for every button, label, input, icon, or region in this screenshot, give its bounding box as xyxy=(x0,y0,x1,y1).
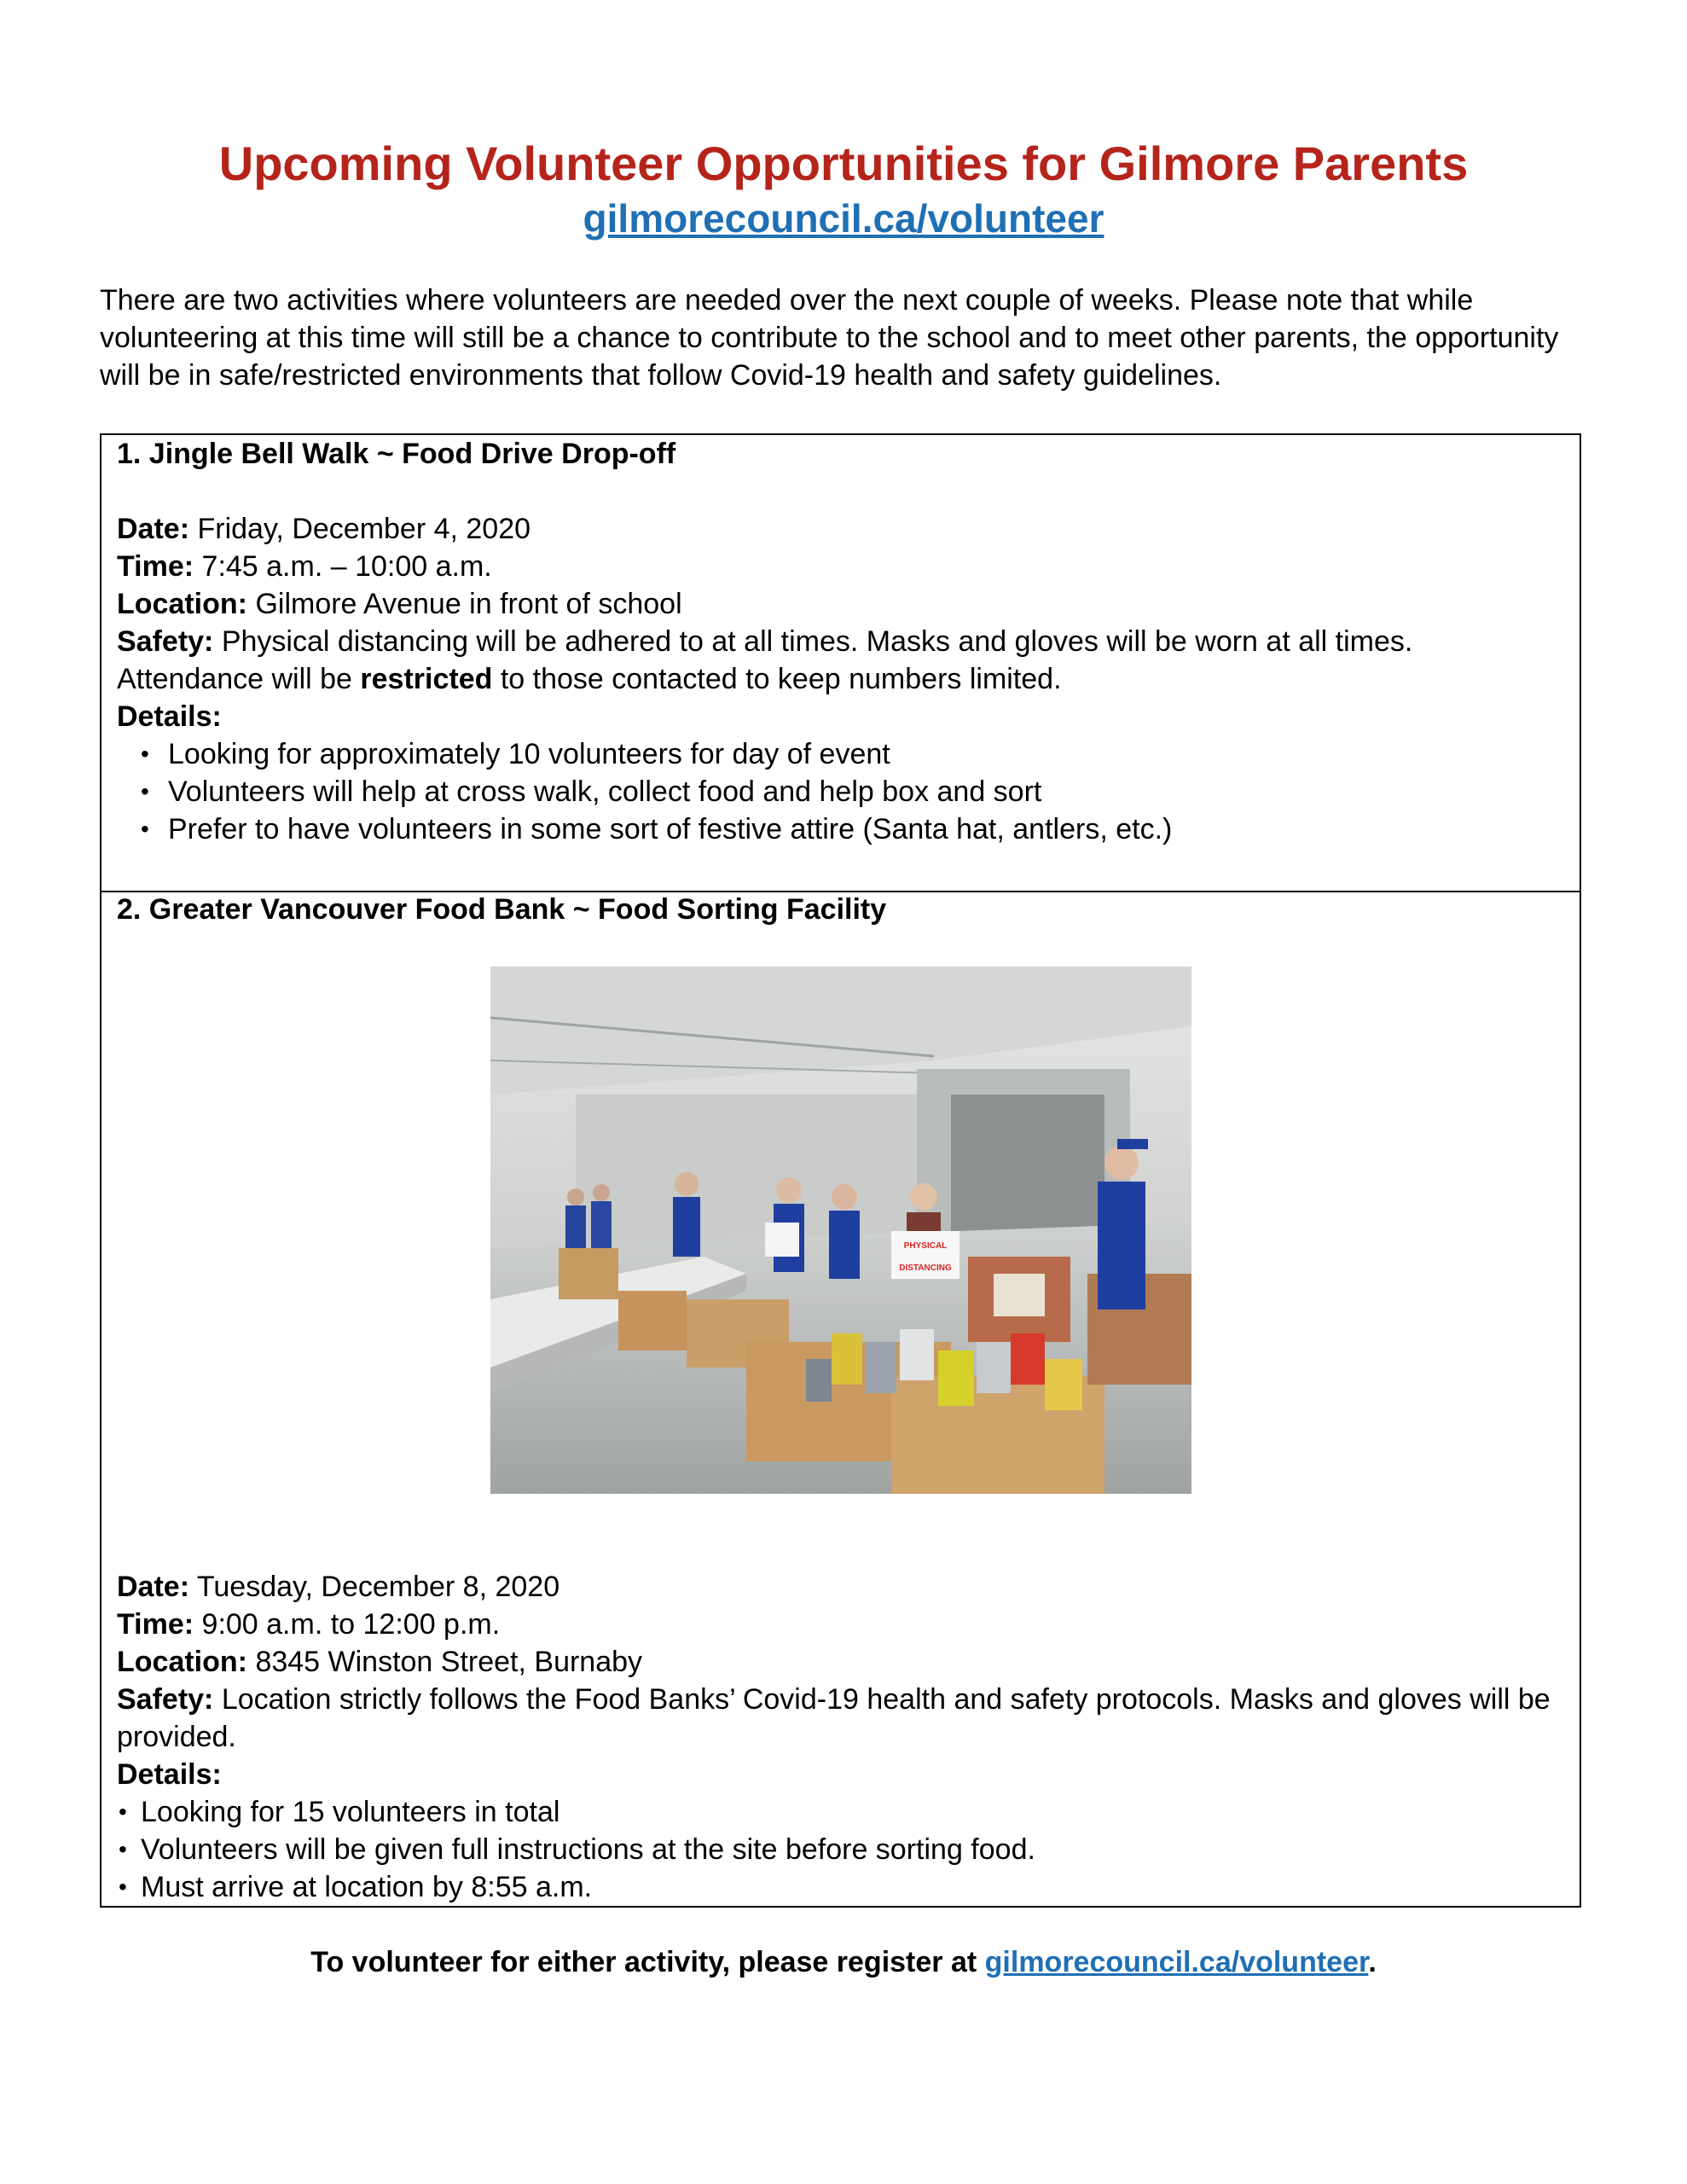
time-value: 9:00 a.m. to 12:00 p.m. xyxy=(201,1608,501,1641)
location-label: Location: xyxy=(117,1646,247,1678)
intro-paragraph: There are two activities where volunteers are needed over the next couple of weeks. Please note that while volunteering at this time will still be a chance to contribute to the school and to meet other parents, the opportunity will be in safe/restricted environments that follow Covid-19 health and safety guidelines. xyxy=(100,284,1559,392)
safety-text-1: Physical distancing will be adhered to at all times. Masks and gloves will be worn at all times. Attendance will be xyxy=(117,625,1413,695)
activity-1-location xyxy=(117,585,1558,623)
food-bank-photo xyxy=(490,967,1191,1494)
date-value: Friday, December 4, 2020 xyxy=(197,513,531,545)
footer-cta xyxy=(0,1943,1687,1981)
safety-text-2: to those contacted to keep numbers limited. xyxy=(500,663,1062,695)
details-label: Details: xyxy=(117,1758,222,1791)
safety-bold: restricted xyxy=(360,663,493,695)
activity-2-location xyxy=(117,1643,1558,1681)
activity-2-date xyxy=(117,1568,1558,1606)
header-link-wrap xyxy=(0,195,1687,242)
list-item: • Looking for 15 volunteers in total xyxy=(117,1793,1558,1831)
activity-2 xyxy=(117,891,1558,928)
footer-period: . xyxy=(1368,1946,1377,1978)
list-item: • Must arrive at location by 8:55 a.m. xyxy=(117,1868,1558,1906)
activity-2-safety xyxy=(117,1681,1558,1756)
date-label: Date: xyxy=(117,1571,190,1603)
activity-2-info xyxy=(117,1568,1558,1906)
list-item: • Volunteers will be given full instructions at the site before sorting food. xyxy=(117,1831,1558,1868)
location-value: Gilmore Avenue in front of school xyxy=(255,588,682,620)
location-label: Location: xyxy=(117,588,247,620)
list-item: • Looking for approximately 10 volunteers for day of event xyxy=(117,735,1558,773)
list-item: • Volunteers will help at cross walk, collect food and help box and sort xyxy=(117,773,1558,810)
date-value: Tuesday, December 8, 2020 xyxy=(196,1571,560,1603)
safety-label: Safety: xyxy=(117,1683,214,1716)
footer-text: To volunteer for either activity, please register at xyxy=(310,1946,977,1978)
time-label: Time: xyxy=(117,1608,194,1641)
list-item: • Prefer to have volunteers in some sort of festive attire (Santa hat, antlers, etc.) xyxy=(117,810,1558,848)
time-value: 7:45 a.m. – 10:00 a.m. xyxy=(201,550,492,583)
time-label: Time: xyxy=(117,550,194,583)
photo-sign-text-2: DISTANCING xyxy=(899,1263,952,1273)
activity-1-heading: 1. Jingle Bell Walk ~ Food Drive Drop-off xyxy=(117,438,676,470)
activity-1-date xyxy=(117,510,1558,548)
date-label: Date: xyxy=(117,513,190,545)
activity-1-details-list xyxy=(117,735,1558,848)
location-value: 8345 Winston Street, Burnaby xyxy=(255,1646,643,1678)
activity-1-safety xyxy=(117,623,1558,698)
activity-2-time xyxy=(117,1606,1558,1643)
safety-label: Safety: xyxy=(117,625,214,658)
activity-2-heading: 2. Greater Vancouver Food Bank ~ Food Sorting Facility xyxy=(117,893,887,926)
photo-sign-text-1: PHYSICAL xyxy=(903,1241,948,1251)
footer-volunteer-link[interactable]: gilmorecouncil.ca/volunteer xyxy=(984,1946,1369,1978)
activities-table xyxy=(100,433,1581,1908)
volunteer-link[interactable]: gilmorecouncil.ca/volunteer xyxy=(583,196,1104,241)
details-label: Details: xyxy=(117,700,222,733)
activity-2-details-list xyxy=(117,1793,1558,1906)
safety-value: Location strictly follows the Food Banks’ Covid-19 health and safety protocols. Masks and gloves will be provided. xyxy=(117,1683,1551,1753)
activity-1-time xyxy=(117,548,1558,585)
activity-1 xyxy=(117,435,1558,848)
page-title: Upcoming Volunteer Opportunities for Gilmore Parents xyxy=(218,136,1469,190)
